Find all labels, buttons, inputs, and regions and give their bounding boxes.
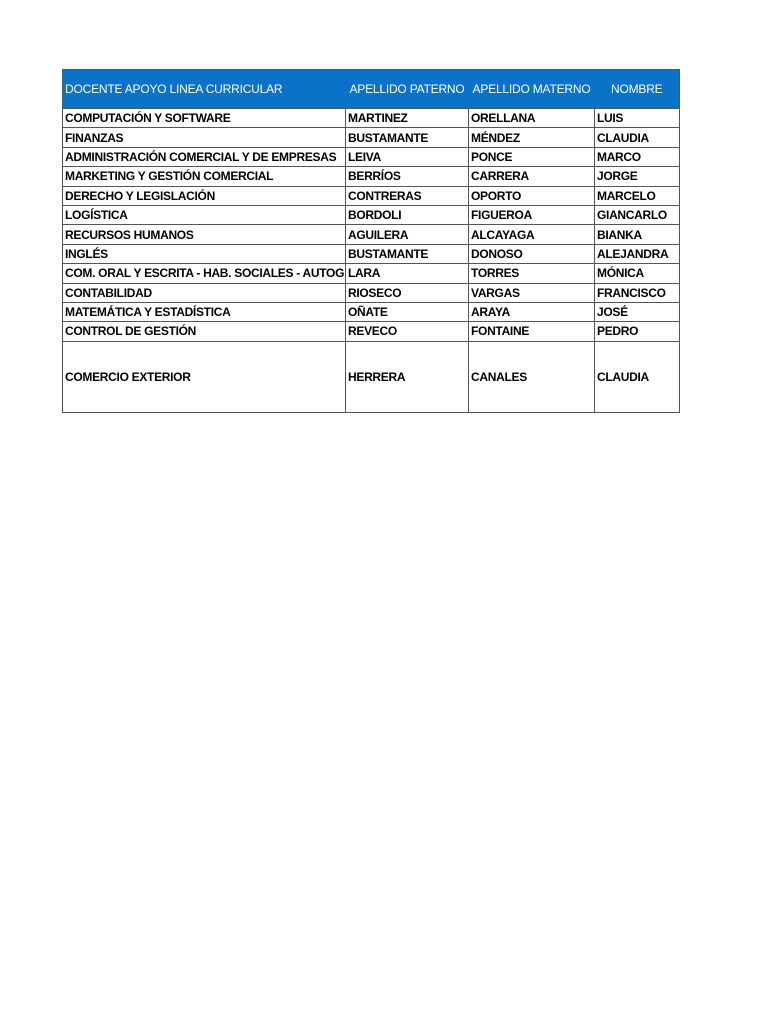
cell-linea-curricular: DERECHO Y LEGISLACIÓN [63,186,346,205]
cell-apellido-materno: MÉNDEZ [469,128,595,147]
cell-linea-curricular: LOGÍSTICA [63,205,346,224]
cell-nombre: MARCO [595,147,680,166]
cell-apellido-paterno: CONTRERAS [346,186,469,205]
table-row [63,109,680,128]
cell-linea-curricular: COMERCIO EXTERIOR [63,341,346,412]
cell-apellido-materno: ARAYA [469,302,595,321]
cell-linea-curricular: FINANZAS [63,128,346,147]
table-body [63,109,680,413]
cell-nombre: MARCELO [595,186,680,205]
cell-apellido-materno: FONTAINE [469,322,595,341]
table-row [63,341,680,412]
header-row [63,70,680,109]
table-row [63,147,680,166]
table-row [63,225,680,244]
cell-apellido-paterno: BORDOLI [346,205,469,224]
table-row [63,128,680,147]
cell-linea-curricular: MATEMÁTICA Y ESTADÍSTICA [63,302,346,321]
cell-apellido-paterno: REVECO [346,322,469,341]
cell-apellido-paterno: MARTINEZ [346,109,469,128]
cell-apellido-paterno: BUSTAMANTE [346,128,469,147]
cell-apellido-paterno: LEIVA [346,147,469,166]
cell-linea-curricular: COM. ORAL Y ESCRITA - HAB. SOCIALES - AUTOG [63,264,346,283]
cell-nombre: GIANCARLO [595,205,680,224]
cell-apellido-materno: OPORTO [469,186,595,205]
cell-nombre: MÓNICA [595,264,680,283]
cell-linea-curricular: ADMINISTRACIÓN COMERCIAL Y DE EMPRESAS [63,147,346,166]
cell-apellido-materno: TORRES [469,264,595,283]
cell-linea-curricular: RECURSOS HUMANOS [63,225,346,244]
cell-nombre: JORGE [595,167,680,186]
cell-apellido-paterno: BUSTAMANTE [346,244,469,263]
cell-linea-curricular: CONTROL DE GESTIÓN [63,322,346,341]
cell-apellido-materno: CANALES [469,341,595,412]
cell-apellido-materno: ALCAYAGA [469,225,595,244]
table-row [63,264,680,283]
table-row [63,302,680,321]
table-header [63,70,680,109]
cell-apellido-paterno: OÑATE [346,302,469,321]
table-row [63,167,680,186]
table-row [63,283,680,302]
header-nombre: NOMBRE [595,70,680,109]
cell-nombre: ALEJANDRA [595,244,680,263]
cell-apellido-paterno: LARA [346,264,469,283]
cell-nombre: PEDRO [595,322,680,341]
cell-apellido-paterno: BERRÍOS [346,167,469,186]
cell-apellido-paterno: AGUILERA [346,225,469,244]
cell-nombre: CLAUDIA [595,341,680,412]
cell-linea-curricular: MARKETING Y GESTIÓN COMERCIAL [63,167,346,186]
cell-apellido-materno: CARRERA [469,167,595,186]
cell-nombre: LUIS [595,109,680,128]
cell-apellido-materno: FIGUEROA [469,205,595,224]
cell-apellido-materno: DONOSO [469,244,595,263]
cell-apellido-materno: ORELLANA [469,109,595,128]
cell-nombre: CLAUDIA [595,128,680,147]
cell-nombre: BIANKA [595,225,680,244]
table-row [63,205,680,224]
docentes-table [62,69,680,413]
cell-nombre: JOSÉ [595,302,680,321]
cell-nombre: FRANCISCO [595,283,680,302]
header-apellido-materno: APELLIDO MATERNO [469,70,595,109]
cell-apellido-paterno: HERRERA [346,341,469,412]
cell-apellido-materno: PONCE [469,147,595,166]
table-row [63,244,680,263]
cell-apellido-materno: VARGAS [469,283,595,302]
table-row [63,186,680,205]
header-apellido-paterno: APELLIDO PATERNO [346,70,469,109]
table-row [63,322,680,341]
cell-linea-curricular: COMPUTACIÓN Y SOFTWARE [63,109,346,128]
header-linea-curricular: DOCENTE APOYO LINEA CURRICULAR [63,70,346,109]
cell-apellido-paterno: RIOSECO [346,283,469,302]
cell-linea-curricular: INGLÉS [63,244,346,263]
cell-linea-curricular: CONTABILIDAD [63,283,346,302]
